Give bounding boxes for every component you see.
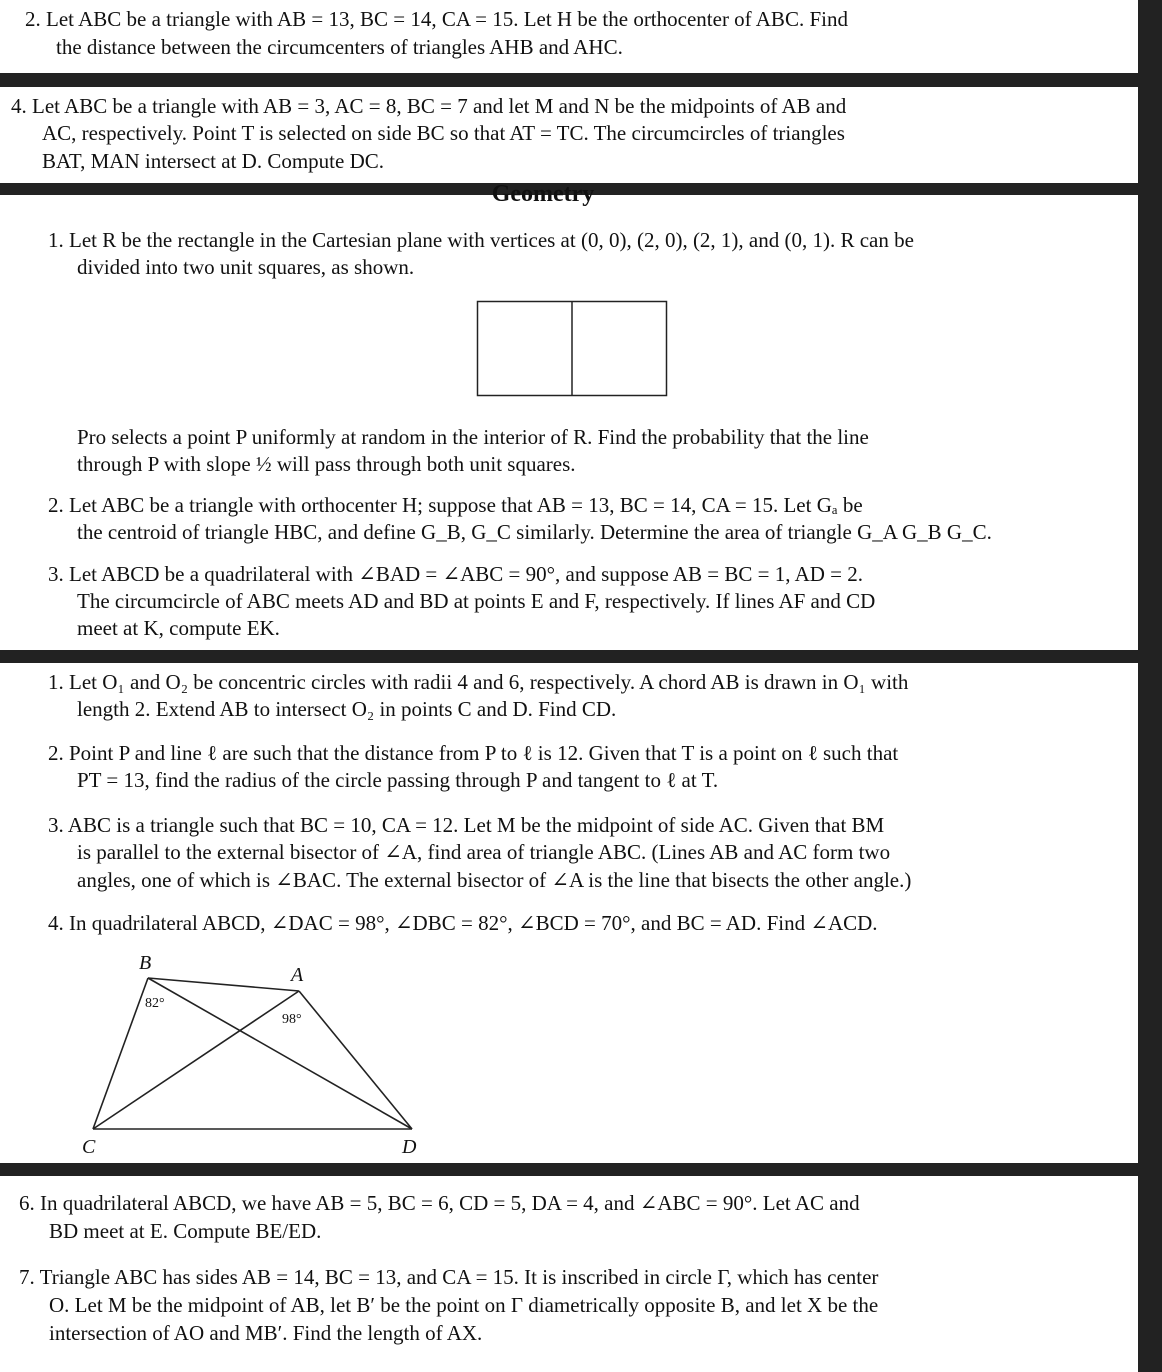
label-a: A [291, 964, 304, 986]
problem-panel-5 [0, 1176, 1138, 1372]
rectangle-figure [476, 300, 670, 398]
problem-text: 2. Let ABC be a triangle with orthocenter H; suppose that AB = 13, BC = 14, CA = 15. Let Gₐ be [48, 493, 863, 517]
problem-text: 3. Let ABCD be a quadrilateral with ∠BAD = ∠ABC = 90°, and suppose AB = BC = 1, AD = 2. [48, 562, 864, 586]
problem-text: meet at K, compute EK. [77, 616, 280, 640]
problem-text: is parallel to the external bisector of ∠A, find area of triangle ABC. (Lines AB and AC form two [77, 840, 891, 864]
label-d: D [402, 1136, 417, 1158]
problem-text: the centroid of triangle HBC, and define G_B, G_C similarly. Determine the area of triangle G_A G_B G_C. [77, 520, 992, 544]
angle-label-a: 98° [282, 1012, 302, 1027]
angle-label-b: 82° [145, 996, 165, 1011]
problem-text: 4. In quadrilateral ABCD, ∠DAC = 98°, ∠DBC = 82°, ∠BCD = 70°, and BC = AD. Find ∠ACD. [48, 911, 878, 935]
section-heading: Geometry [491, 181, 595, 207]
problem-text: length 2. Extend AB to intersect O₂ in points C and D. Find CD. [77, 697, 617, 721]
problem-text: intersection of AO and MB′. Find the length of AX. [49, 1321, 483, 1345]
quadrilateral-diagram [0, 663, 500, 1163]
problem-text: 4. Let ABC be a triangle with AB = 3, AC = 8, BC = 7 and let M and N be the midpoints of AB and [11, 94, 847, 118]
problem-text: 3. ABC is a triangle such that BC = 10, CA = 12. Let M be the midpoint of side AC. Given that BM [48, 813, 885, 837]
problem-text: O. Let M be the midpoint of AB, let B′ be the point on Γ diametrically opposite B, and let X be the [49, 1293, 879, 1317]
problem-panel-4 [0, 663, 1138, 1163]
problem-text: The circumcircle of ABC meets AD and BD at points E and F, respectively. If lines AF and CD [77, 589, 876, 613]
problem-text: BAT, MAN intersect at D. Compute DC. [42, 149, 384, 173]
problem-panel-1 [0, 0, 1138, 73]
problem-text: angles, one of which is ∠BAC. The external bisector of ∠A is the line that bisects the other angle.) [77, 868, 912, 892]
problem-text: Pro selects a point P uniformly at random in the interior of R. Find the probability that the line [77, 425, 869, 449]
problem-text: 6. In quadrilateral ABCD, we have AB = 5, BC = 6, CD = 5, DA = 4, and ∠ABC = 90°. Let AC and [19, 1191, 860, 1215]
problem-text: 2. Point P and line ℓ are such that the distance from P to ℓ is 12. Given that T is a point on ℓ such that [48, 741, 899, 765]
problem-text: the distance between the circumcenters of triangles AHB and AHC. [56, 35, 623, 59]
problem-text: 1. Let R be the rectangle in the Cartesian plane with vertices at (0, 0), (2, 0), (2, 1), and (0, 1). R can be [48, 228, 914, 252]
problem-text: through P with slope ½ will pass through both unit squares. [77, 452, 576, 476]
problem-text: divided into two unit squares, as shown. [77, 255, 415, 279]
problem-text: 7. Triangle ABC has sides AB = 14, BC = 13, and CA = 15. It is inscribed in circle Γ, which has center [19, 1265, 879, 1289]
problem-text: PT = 13, find the radius of the circle passing through P and tangent to ℓ at T. [77, 768, 719, 792]
problem-text: BD meet at E. Compute BE/ED. [49, 1219, 322, 1243]
label-b: B [139, 952, 152, 974]
problem-text: AC, respectively. Point T is selected on side BC so that AT = TC. The circumcircles of triangles [42, 121, 845, 145]
problem-text: 1. Let O₁ and O₂ be concentric circles with radii 4 and 6, respectively. A chord AB is drawn in O₁ with [48, 670, 909, 694]
problem-panel-2 [0, 87, 1138, 183]
problem-panel-geometry [0, 181, 1138, 650]
problem-text: 2. Let ABC be a triangle with AB = 13, BC = 14, CA = 15. Let H be the orthocenter of ABC. Find [25, 7, 848, 31]
label-c: C [82, 1136, 96, 1158]
